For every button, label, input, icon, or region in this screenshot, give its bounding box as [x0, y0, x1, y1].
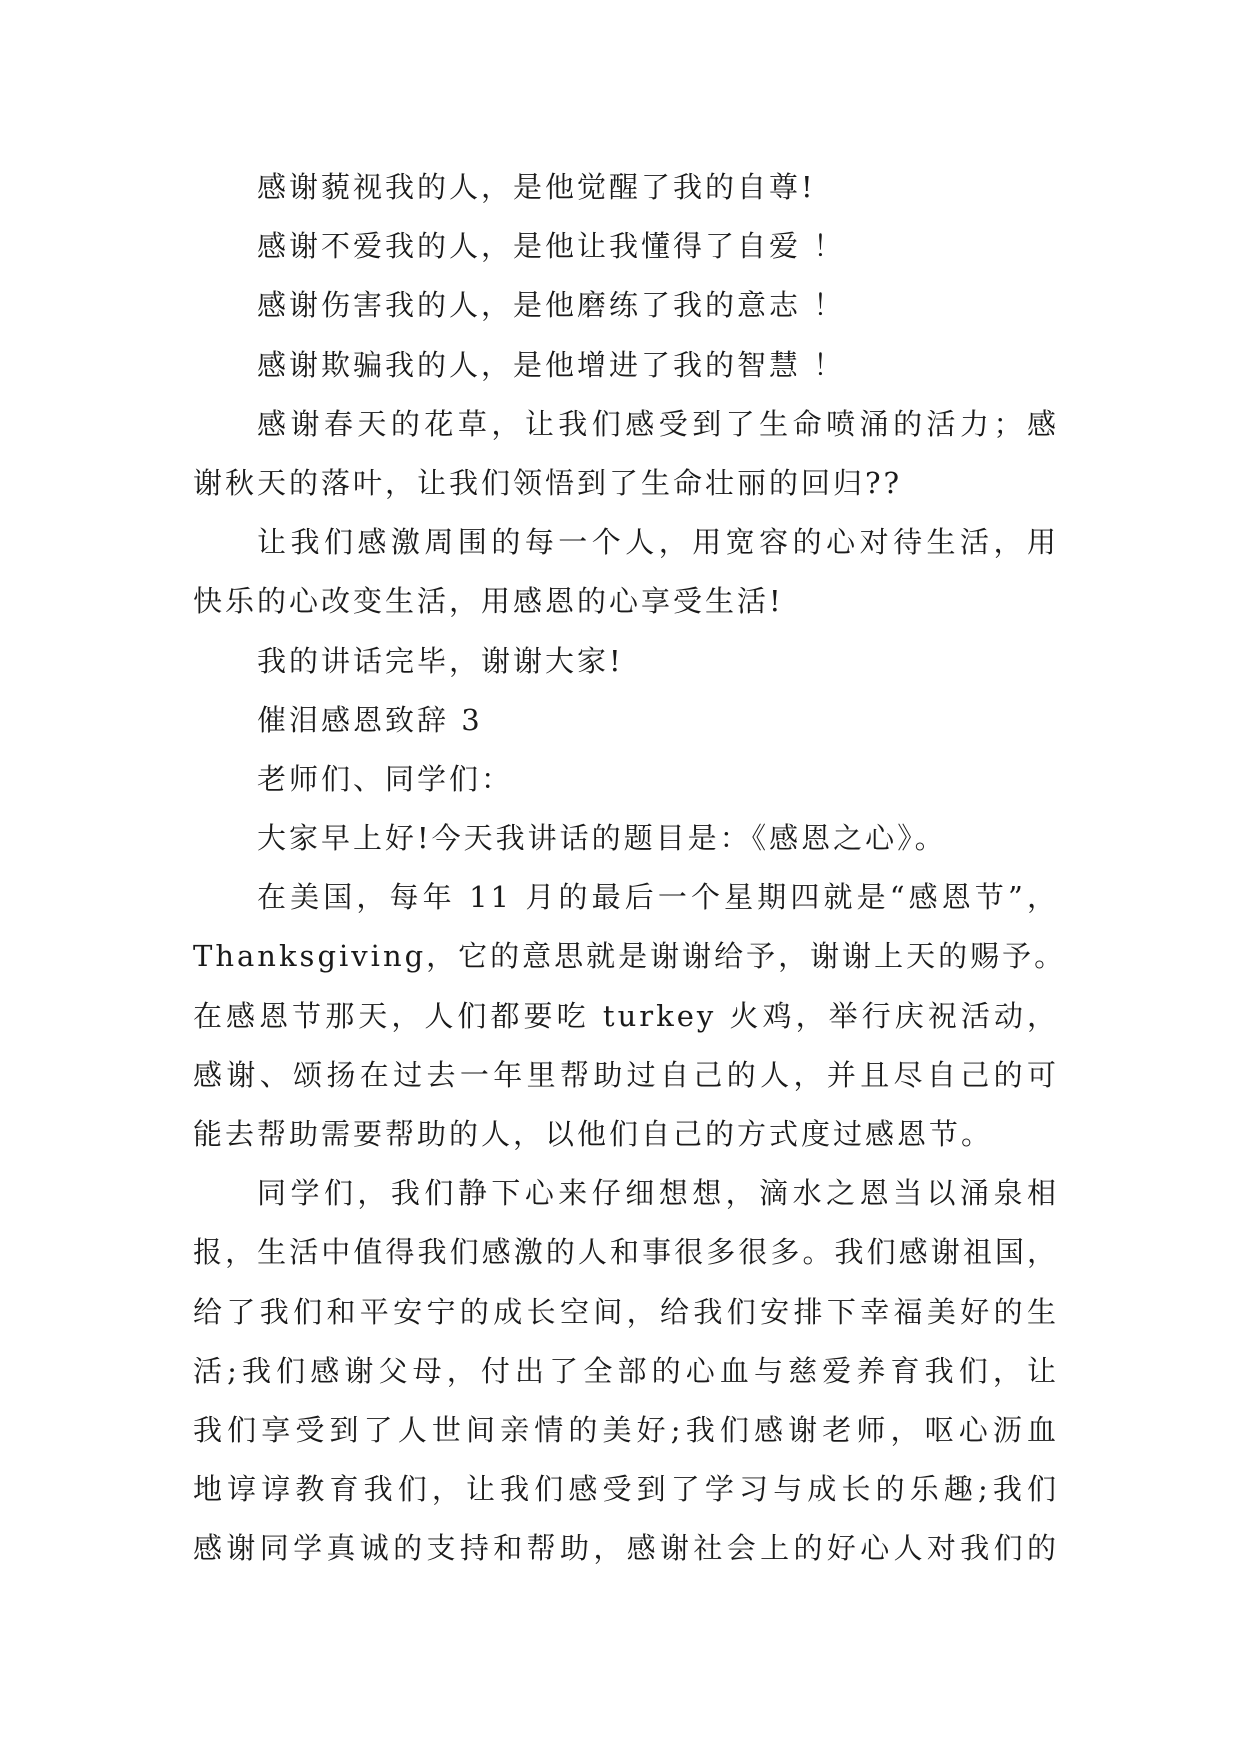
section-heading: 催泪感恩致辞 3 [257, 702, 483, 737]
paragraph-line: 快乐的心改变生活，用感恩的心享受生活! [193, 584, 784, 619]
paragraph-line: 在美国，每年 11 月的最后一个星期四就是“感恩节”， [257, 880, 1059, 915]
paragraph-line: 地谆谆教育我们，让我们感受到了学习与成长的乐趣;我们 [193, 1472, 1059, 1507]
paragraph-line: 给了我们和平安宁的成长空间，给我们安排下幸福美好的生 [193, 1294, 1059, 1329]
paragraph-line: 感谢春天的花草，让我们感受到了生命喷涌的活力；感 [257, 406, 1059, 441]
paragraph-line: 感谢不爱我的人，是他让我懂得了自爱 ！ [257, 229, 846, 264]
paragraph-line: 感谢同学真诚的支持和帮助，感谢社会上的好心人对我们的 [193, 1531, 1059, 1566]
paragraph-line: 我们享受到了人世间亲情的美好;我们感谢老师，呕心沥血 [193, 1412, 1059, 1447]
paragraph-line: 大家早上好!今天我讲话的题目是：《感恩之心》。 [257, 821, 947, 856]
paragraph-line: 谢秋天的落叶，让我们领悟到了生命壮丽的回归?? [193, 465, 903, 500]
paragraph-line: 报，生活中值得我们感激的人和事很多很多。我们感谢祖国， [193, 1235, 1059, 1270]
paragraph-line: 感谢、颂扬在过去一年里帮助过自己的人，并且尽自己的可 [193, 1057, 1059, 1092]
paragraph-line: 在感恩节那天，人们都要吃 turkey 火鸡，举行庆祝活动， [193, 998, 1059, 1033]
paragraph-line: 让我们感激周围的每一个人，用宽容的心对待生活，用 [257, 525, 1059, 560]
paragraph-line: Thanksgiving，它的意思就是谢谢给予，谢谢上天的赐予。 [193, 939, 1067, 974]
paragraph-line: 活;我们感谢父母，付出了全部的心血与慈爱养育我们，让 [193, 1353, 1059, 1388]
paragraph-line: 我的讲话完毕，谢谢大家! [257, 643, 624, 678]
paragraph-line: 能去帮助需要帮助的人，以他们自己的方式度过感恩节。 [193, 1117, 994, 1151]
paragraph-line: 感谢藐视我的人，是他觉醒了我的自尊! [257, 170, 816, 204]
paragraph-line: 感谢伤害我的人，是他磨练了我的意志 ！ [257, 288, 846, 323]
paragraph-line: 感谢欺骗我的人，是他增进了我的智慧 ！ [257, 347, 846, 382]
paragraph-line: 同学们，我们静下心来仔细想想，滴水之恩当以涌泉相 [257, 1176, 1059, 1211]
salutation: 老师们、同学们： [257, 761, 514, 796]
document-body [193, 158, 1067, 1579]
